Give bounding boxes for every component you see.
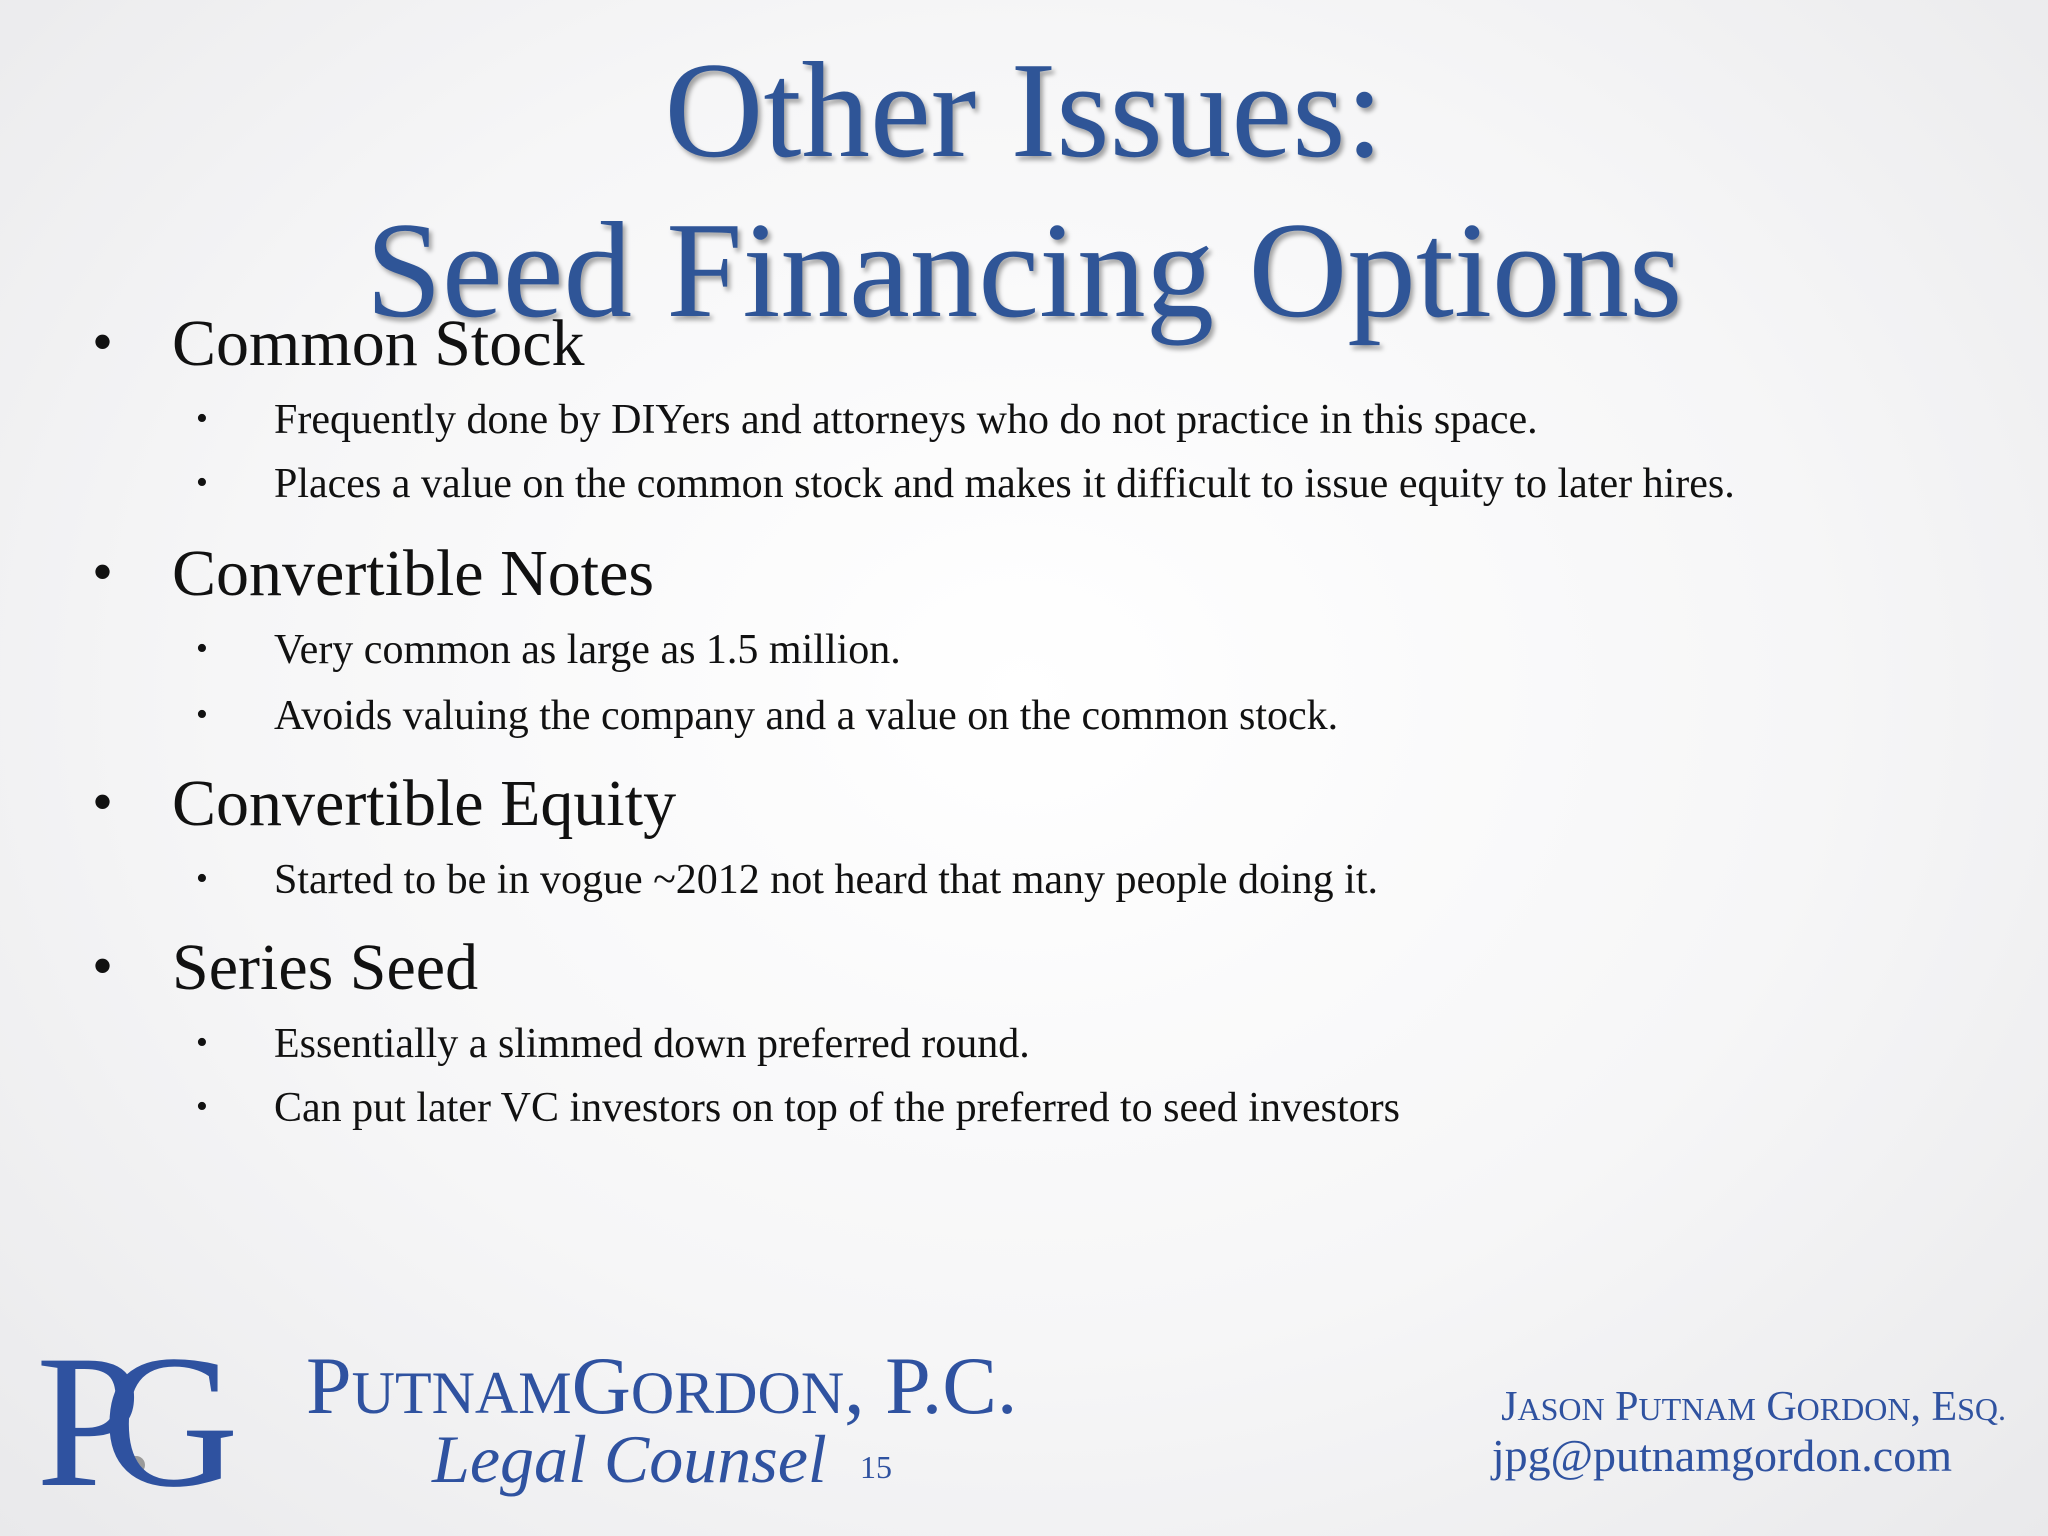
bullet-icon: • xyxy=(92,933,114,999)
bullet-icon: • xyxy=(196,1088,208,1125)
bullet-icon: • xyxy=(196,1024,208,1061)
bullet-icon: • xyxy=(196,464,208,501)
list-item: Avoids valuing the company and a value on the common stock. xyxy=(274,693,1339,739)
bullet-icon: • xyxy=(196,400,208,437)
section-heading: Convertible Notes xyxy=(172,537,655,610)
slide-title-line-2: Seed Financing Options xyxy=(365,194,1683,346)
section-heading: Convertible Equity xyxy=(172,767,677,840)
slide-title-line-1: Other Issues: xyxy=(664,34,1384,186)
bullet-icon: • xyxy=(92,309,114,375)
list-item: Can put later VC investors on top of the preferred to seed investors xyxy=(274,1085,1400,1131)
bullet-icon: • xyxy=(92,769,114,835)
section-heading: Series Seed xyxy=(172,931,479,1004)
contact-email[interactable]: jpg@putnamgordon.com xyxy=(1491,1430,1952,1481)
firm-tagline: Legal Counsel xyxy=(432,1421,827,1497)
bullet-icon: • xyxy=(196,860,208,897)
bullet-icon: • xyxy=(196,630,208,667)
section-heading: Common Stock xyxy=(172,307,585,380)
pg-logo-icon xyxy=(36,1335,306,1505)
contact-name: JASON PUTNAM GORDON, ESQ. xyxy=(1501,1384,2006,1430)
firm-name: PUTNAMGORDON, P.C. xyxy=(306,1340,1018,1431)
list-item: Very common as large as 1.5 million. xyxy=(274,627,901,673)
list-item: Frequently done by DIYers and attorneys who do not practice in this space. xyxy=(274,397,1538,443)
list-item: Essentially a slimmed down preferred round. xyxy=(274,1021,1030,1067)
svg-text:PG: PG xyxy=(36,1335,199,1505)
bullet-icon: • xyxy=(92,539,114,605)
list-item: Started to be in vogue ~2012 not heard that many people doing it. xyxy=(274,857,1378,903)
bullet-icon: • xyxy=(196,696,208,733)
slide-number: 15 xyxy=(860,1449,892,1485)
list-item: Places a value on the common stock and makes it difficult to issue equity to later hires. xyxy=(274,461,1735,507)
